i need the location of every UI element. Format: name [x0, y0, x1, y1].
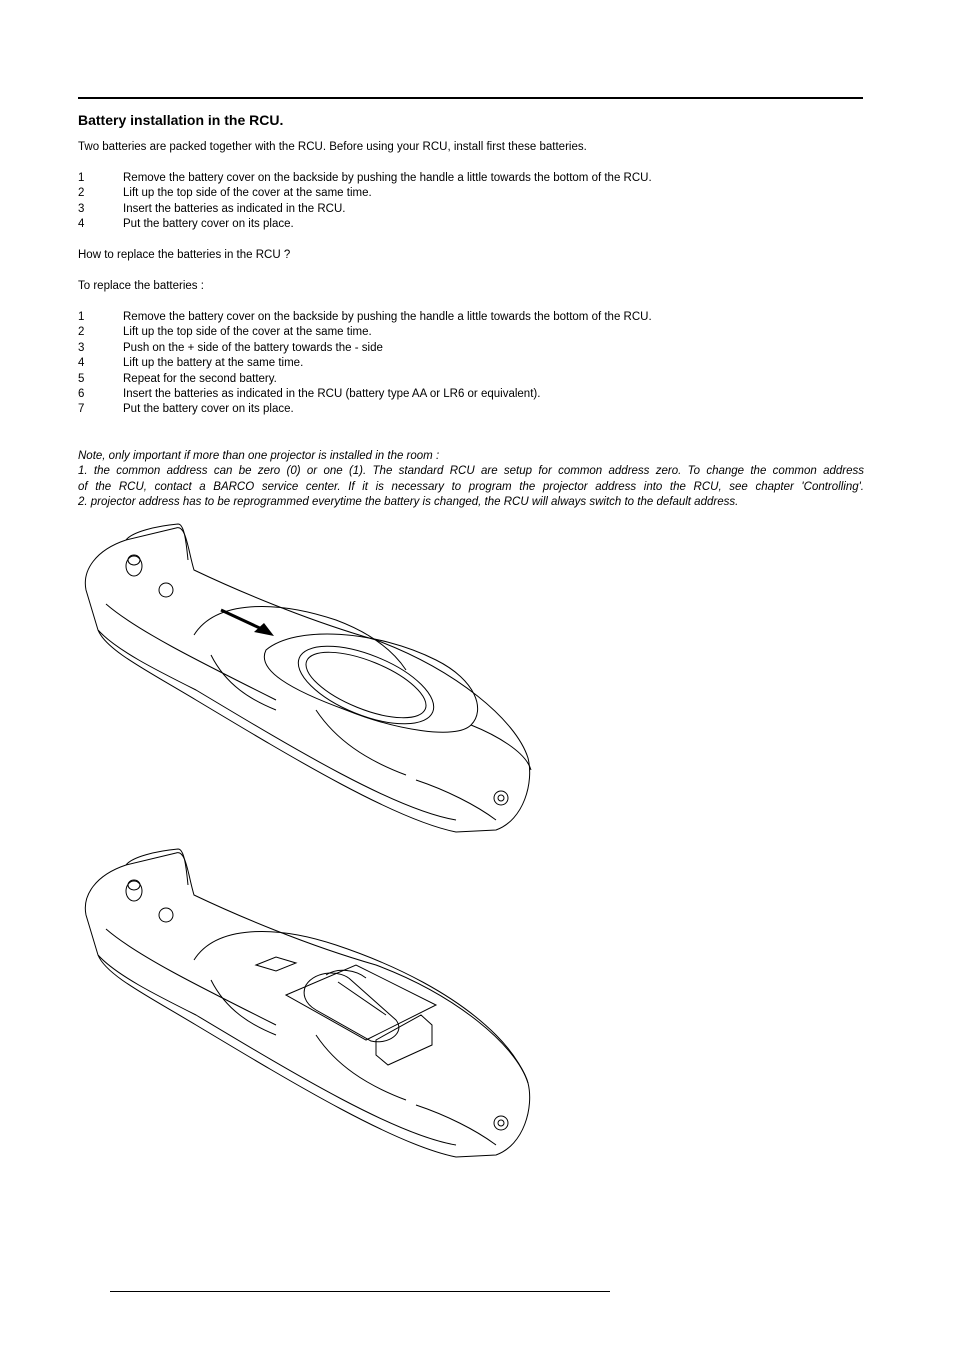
replace-steps-list: [78, 310, 652, 418]
step-number: 3: [78, 202, 85, 215]
note-block: [78, 449, 864, 510]
list-item: [78, 341, 652, 356]
top-rule: [78, 97, 863, 99]
note-line: 1. the common address can be zero (0) or one (1). The standard RCU are setup for common address zero. To change the common address: [78, 465, 864, 478]
step-number: 5: [78, 372, 85, 385]
intro-paragraph: Two batteries are packed together with the RCU. Before using your RCU, install first these batteries.: [78, 141, 587, 153]
step-number: 6: [78, 388, 85, 401]
list-item: [78, 171, 652, 186]
step-number: 4: [78, 357, 85, 370]
replace-question: How to replace the batteries in the RCU ?: [78, 249, 291, 261]
replace-intro: To replace the batteries :: [78, 280, 204, 292]
note-line: of the RCU, contact a BARCO service center. If it is necessary to program the projector address into the RCU, see chapter 'Controlling'.: [78, 480, 864, 493]
list-item: [78, 325, 652, 340]
install-steps-list: [78, 171, 652, 233]
bottom-rule: [110, 1291, 610, 1292]
step-text: Push on the + side of the battery towards the - side: [123, 341, 383, 354]
list-item: [78, 217, 652, 232]
step-text: Insert the batteries as indicated in the RCU.: [123, 202, 346, 215]
step-number: 1: [78, 172, 85, 184]
step-text: Lift up the battery at the same time.: [123, 357, 304, 370]
section-heading: Battery installation in the RCU.: [78, 112, 284, 128]
step-number: 7: [78, 403, 85, 416]
step-number: 1: [78, 311, 85, 323]
list-item: [78, 356, 652, 371]
rcu-battery-compartment-illustration: [76, 845, 546, 1165]
step-text: Insert the batteries as indicated in the RCU (battery type AA or LR6 or equivalent).: [123, 388, 541, 401]
step-text: Put the battery cover on its place.: [123, 218, 294, 231]
list-item: [78, 202, 652, 217]
step-number: 2: [78, 326, 85, 339]
list-item: [78, 402, 652, 417]
list-item: [78, 186, 652, 201]
list-item: [78, 372, 652, 387]
step-text: Remove the battery cover on the backside by pushing the handle a little towards the bottom of the RCU.: [123, 172, 652, 184]
list-item: [78, 310, 652, 325]
step-text: Lift up the top side of the cover at the same time.: [123, 326, 372, 339]
step-text: Repeat for the second battery.: [123, 372, 277, 385]
step-text: Put the battery cover on its place.: [123, 403, 294, 416]
step-text: Remove the battery cover on the backside by pushing the handle a little towards the bottom of the RCU.: [123, 311, 652, 323]
rcu-cover-removal-illustration: [76, 520, 546, 840]
list-item: [78, 387, 652, 402]
step-number: 2: [78, 187, 85, 200]
note-line: 2. projector address has to be reprogrammed everytime the battery is changed, the RCU will always switch to the default address.: [78, 495, 739, 508]
step-text: Lift up the top side of the cover at the same time.: [123, 187, 372, 200]
step-number: 3: [78, 341, 85, 354]
step-number: 4: [78, 218, 85, 231]
note-title: Note, only important if more than one projector is installed in the room :: [78, 450, 440, 462]
